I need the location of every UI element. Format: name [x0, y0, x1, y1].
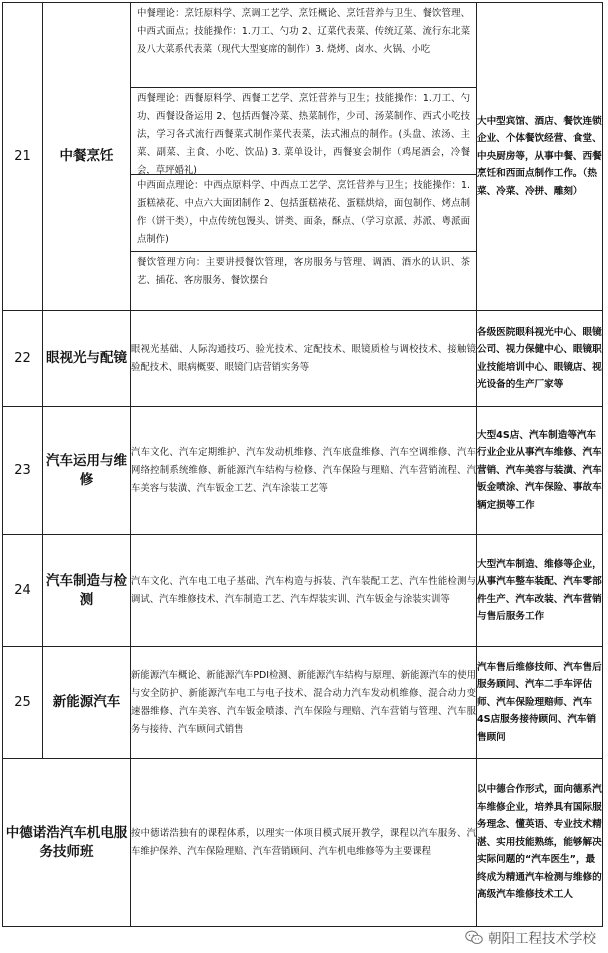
course-western-cuisine: 西餐理论：西餐原料学、西餐工艺学、烹饪营养与卫生；技能操作：1.刀工、勺功、西餐设备运用 2、包括西餐冷菜、热菜制作，少司、汤菜制作、西式小吃技法，学习各式流行西餐菜式制作菜代表菜，法式湘点的制作。(头盘、浓汤、主菜、副菜、主食、小吃、饮品) 3. 菜单设计，西餐宴会制作（鸡尾酒会，冷餐会，草坪婚礼)	[131, 88, 476, 175]
job-direction: 汽车售后维修技师、汽车售后服务顾问、汽车二手车评估师、汽车保险理赔师、汽车4S店服务接待顾问、汽车销售顾问	[477, 647, 603, 759]
major-name: 眼视光与配镜	[43, 311, 131, 407]
course-cell: 汽车文化、汽车电工电子基础、汽车构造与拆装、汽车装配工艺、汽车性能检测与调试、汽车维修技术、汽车制造工艺、汽车焊装实训、汽车钣金与涂装实训等	[131, 535, 477, 647]
table-row-22	[3, 311, 603, 407]
row-number: 23	[3, 407, 43, 535]
course-cell: 眼视光基础、人际沟通技巧、验光技术、定配技术、眼镜质检与调校技术、接触镜验配技术、眼病概要、眼镜门店营销实务等	[131, 311, 477, 407]
watermark-text: 朝阳工程技术学校	[488, 931, 596, 947]
course-cell	[131, 3, 477, 311]
course-pastry: 中西面点理论：中西点原料学、中西点工艺学、烹饪营养与卫生；技能操作：1.蛋糕裱花、中点六大面团制作 2、包括蛋糕裱花、蛋糕烘焙，面包制作、烤点制作（饼干类），中点传统包馒头、饼类、面条，酥点、（学习京派、苏派、粤派面点制作)	[131, 175, 476, 252]
major-name: 汽车制造与检测	[43, 535, 131, 647]
table-row-24	[3, 535, 603, 647]
job-direction: 各级医院眼科视光中心、眼镜公司、视力保健中心、眼镜职业技能培训中心、眼镜店、视光设备的生产厂家等	[477, 311, 603, 407]
table-row-sino-german	[3, 759, 603, 927]
job-direction: 以中德合作形式，面向德系汽车维修企业，培养具有国际服务理念、懂英语、专业技术精湛、实用技能熟练，能够解决实际问题的“汽车医生”，最终成为精通汽车检测与维修的高级汽车维修技术工人	[477, 759, 603, 927]
table-row-21	[3, 3, 603, 311]
course-cell: 按中德诺浩独有的课程体系，以理实一体项目模式展开教学，课程以汽车服务、汽车维护保养、汽车保险理赔、汽车营销顾问、汽车机电维修等为主要课程	[131, 759, 477, 927]
watermark	[465, 927, 596, 947]
job-direction: 大中型宾馆、酒店、餐饮连锁企业、个体餐饮经营、食堂、中央厨房等，从事中餐、西餐烹饪和西面点制作工作。（热菜、冷菜、冷拼、雕刻）	[477, 3, 603, 311]
row-number: 25	[3, 647, 43, 759]
table-row-23	[3, 407, 603, 535]
course-cell: 汽车文化、汽车定期维护、汽车发动机维修、汽车底盘维修、汽车空调维修、汽车网络控制系统维修、新能源汽车结构与检修、汽车保险与理赔、汽车营销流程、汽车美容与装潢、汽车钣金工艺、汽车涂装工艺等	[131, 407, 477, 535]
major-name: 汽车运用与维修	[43, 407, 131, 535]
course-chinese-cuisine: 中餐理论：烹饪原料学、烹调工艺学、烹饪概论、烹饪营养与卫生、餐饮管理、中西式面点；技能操作：1.刀工、勺功 2、辽菜代表菜、传统辽菜、流行东北菜及八大菜系代表菜（现代大型宴席的制作）3. 烧烤、卤水、火锅、小吃	[131, 3, 476, 88]
row-number: 24	[3, 535, 43, 647]
major-name: 新能源汽车	[43, 647, 131, 759]
wechat-icon	[465, 930, 483, 945]
job-direction: 大型汽车制造、维修等企业，从事汽车整车装配、汽车零部件生产、汽车改装、汽车营销与售后服务工作	[477, 535, 603, 647]
major-name: 中餐烹饪	[43, 3, 131, 311]
row-number: 22	[3, 311, 43, 407]
curriculum-table	[2, 2, 603, 927]
course-cell: 新能源汽车概论、新能源汽车PDI检测、新能源汽车结构与原理、新能源汽车的使用与安全防护、新能源汽车电工与电子技术、混合动力汽车发动机维修、混合动力变速器维修、汽车美容、汽车钣金喷漆、汽车保险与理赔、汽车营销与管理、汽车服务与接待、汽车顾问式销售	[131, 647, 477, 759]
row-number: 21	[3, 3, 43, 311]
table-row-25	[3, 647, 603, 759]
course-catering-management: 餐饮管理方向：主要讲授餐饮管理，客房服务与管理、调酒、酒水的认识、茶艺、插花、客房服务、餐饮摆台	[137, 257, 470, 286]
major-name: 中德诺浩汽车机电服务技师班	[3, 759, 131, 927]
job-direction: 大型4S店、汽车制造等汽车行业企业从事汽车维修、汽车营销、汽车美容与装潢、汽车钣金喷涂、汽车保险、事故车辆定损等工作	[477, 407, 603, 535]
